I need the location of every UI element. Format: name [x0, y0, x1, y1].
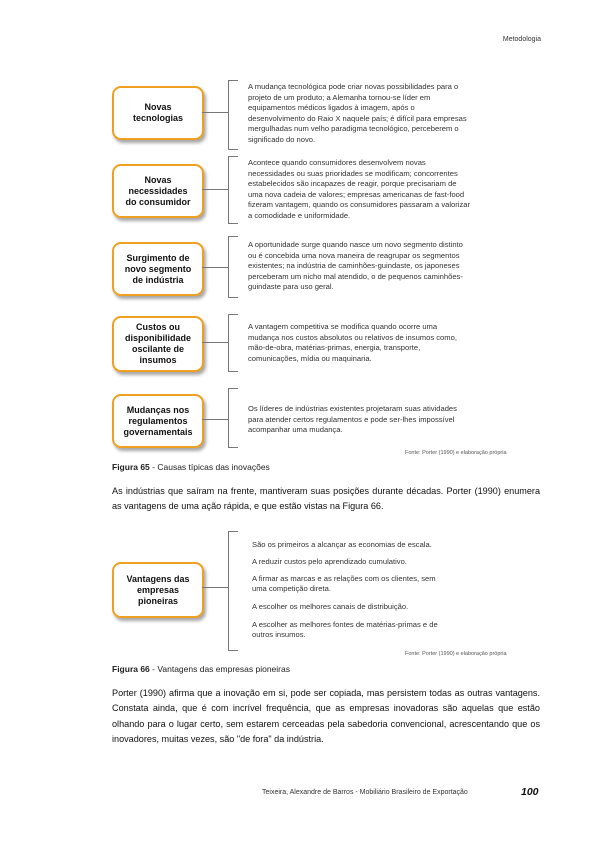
cause-box-new-consumer-needs: Novas necessidades do consumidor	[112, 164, 204, 218]
pioneer-advantages-box: Vantagens das empresas pioneiras	[112, 562, 204, 618]
advantage-item: A escolher os melhores canais de distribuição.	[252, 602, 409, 611]
bracket	[228, 236, 238, 298]
bracket	[228, 80, 238, 150]
cause-box-input-costs: Custos ou disponibilidade oscilante de insumos	[112, 316, 204, 372]
cause-description: A mudança tecnológica pode criar novas possibilidades para o projeto de um produto; a Alemanha tornou-se líder em equipamentos médicos ligados à imagem, após o desenvolvimento do Raio X naquele país; é difícil para empresas mergulhadas num velho paradigma tecnológico, perceberem o significado do novo.	[248, 82, 467, 144]
section-header: Metodologia	[502, 36, 541, 43]
figure-66-source: Fonte: Porter (1990) e elaboração própria	[405, 651, 507, 657]
cause-description: Acontece quando consumidores desenvolvem novas necessidades ou suas prioridades se modificam; concorrentes estabelecidos são incapazes de reagir, porque precisariam de uma nova cadeia de valores; empresas americanas de fast-food fizeram vantagem, quando os consumidores passaram a valorizar a comodidade e uniformidade.	[248, 158, 471, 220]
cause-description: A vantagem competitiva se modifica quando ocorre uma mudança nos custos absolutos ou relativos de insumos como, mão-de-obra, matérias-primas, energia, transporte, comunicações, mídia ou maquinaria.	[248, 322, 457, 363]
bracket	[228, 531, 238, 651]
figure-66-caption: Figura 66 - Vantagens das empresas pioneiras	[112, 664, 290, 674]
connector-line	[202, 419, 228, 420]
connector-line	[202, 342, 228, 343]
cause-box-new-industry-segment: Surgimento de novo segmento de indústria	[112, 242, 204, 296]
bracket	[228, 156, 238, 224]
body-paragraph: As indústrias que saíram na frente, mantiveram suas posições durante décadas. Porter (1990) enumera as vantagens de uma ação rápida, e que estão vistas na Figura 66.	[112, 486, 540, 512]
body-paragraph: Porter (1990) afirma que a inovação em si, pode ser copiada, mas persistem todas as outras vantagens. Constata ainda, que é com incrível frequência, que as empresas inovadoras são aquelas que estão olhando para o lugar certo, sem estarem cerceadas pela sabedoria convencional, acrescentando que os inovadores, muitas vezes, são "de fora" da indústria.	[112, 688, 540, 744]
cause-box-regulations: Mudanças nos regulamentos governamentais	[112, 394, 204, 448]
advantage-item: São os primeiros a alcançar as economias de escala.	[252, 540, 432, 549]
connector-line	[202, 112, 228, 113]
figure-65-caption: Figura 65 - Causas típicas das inovações	[112, 462, 270, 472]
figure-65-source: Fonte: Porter (1990) e elaboração própria	[405, 450, 507, 456]
bracket	[228, 388, 238, 448]
cause-box-new-technologies: Novas tecnologias	[112, 86, 204, 140]
connector-line	[202, 189, 228, 190]
advantage-item: A escolher as melhores fontes de matérias-primas e de outros insumos.	[252, 620, 438, 639]
footer-citation: Teixeira, Alexandre de Barros - Mobiliário Brasileiro de Exportação	[262, 789, 468, 796]
page-number: 100	[521, 786, 539, 798]
connector-line	[202, 587, 228, 588]
bracket	[228, 314, 238, 372]
cause-description: Os líderes de indústrias existentes projetaram suas atividades para atender certos regulamentos e pode ser-lhes impossível acompanhar uma mudança.	[248, 404, 457, 435]
connector-line	[202, 267, 228, 268]
advantage-item: A reduzir custos pelo aprendizado cumulativo.	[252, 557, 407, 566]
cause-description: A oportunidade surge quando nasce um novo segmento distinto ou é concebida uma nova maneira de reagrupar os segmentos existentes; na indústria de caminhões-guindaste, os japoneses perceberam um nicho mal atendido, o de pequenos caminhões- guindaste para uso geral.	[248, 240, 463, 292]
advantage-item: A firmar as marcas e as relações com os clientes, sem uma competição direta.	[252, 574, 436, 593]
